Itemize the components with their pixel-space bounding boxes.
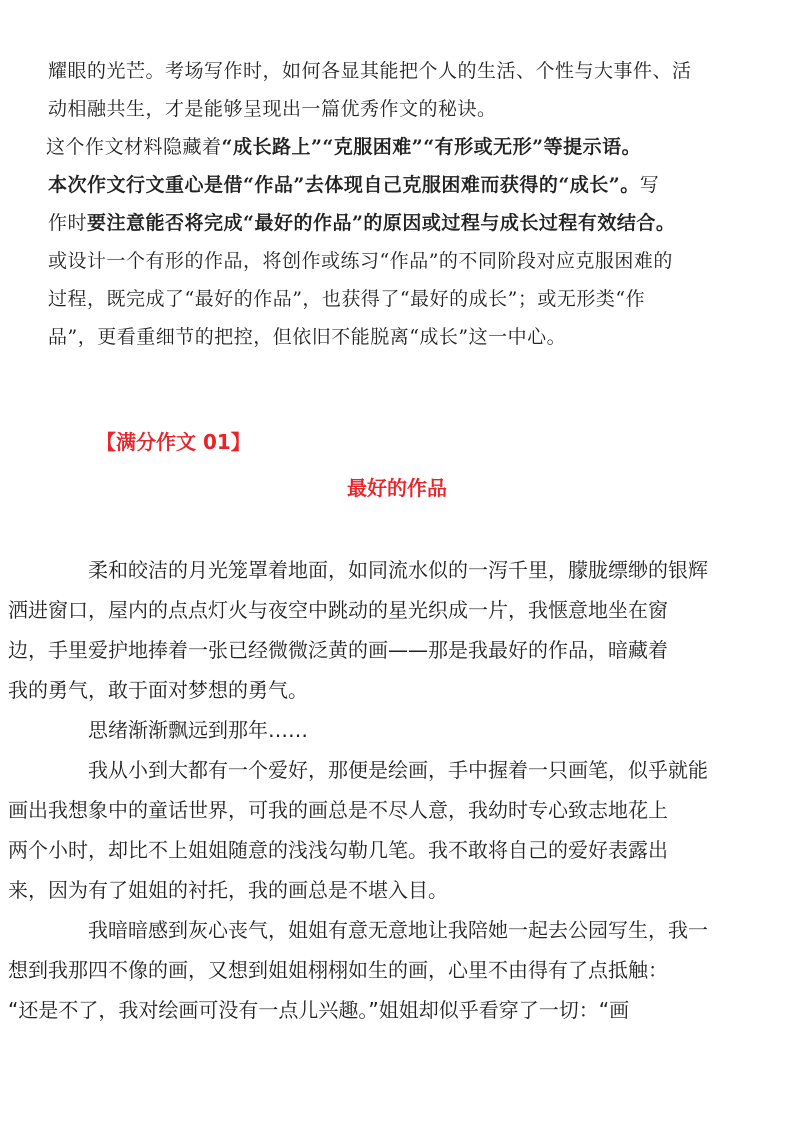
paragraph	[8, 750, 748, 910]
text-line	[48, 242, 748, 280]
text-span: 我从小到大都有一个爱好，那便是绘画，手中握着一只画笔，似乎就能	[88, 758, 708, 782]
paragraph	[48, 710, 748, 750]
text-span: 两个小时，却比不上姐姐随意的浅浅勾勒几笔。我不敢将自己的爱好表露出	[8, 838, 668, 862]
text-line	[46, 128, 748, 166]
text-line	[48, 204, 748, 242]
text-span: 画出我想象中的童话世界，可我的画总是不尽人意，我幼时专心致志地花上	[8, 798, 668, 822]
text-span: 我的勇气，敢于面对梦想的勇气。	[8, 678, 308, 702]
text-span: 柔和皎洁的月光笼罩着地面，如同流水似的一泻千里，朦胧缥缈的银辉	[88, 558, 708, 582]
text-span: 这个作文材料隐藏着	[46, 136, 222, 158]
text-span: 品”，更看重细节的把控，但依旧不能脱离“成长”这一中心。	[48, 326, 567, 348]
text-line	[48, 166, 748, 204]
text-span: 作时	[48, 212, 88, 234]
bold-phrase: 要注意能否将完成“最好的作品”的原因或过程与成长过程有效结合。	[87, 212, 676, 234]
essay-title: 最好的作品	[347, 476, 447, 500]
text-span: 我暗暗感到灰心丧气，姐姐有意无意地让我陪她一起去公园写生，我一	[88, 918, 708, 942]
text-span: 或设计一个有形的作品，将创作或练习“作品”的不同阶段对应克服困难的	[48, 250, 673, 272]
essay-body	[8, 550, 748, 1030]
essay-label: 【满分作文 01】	[96, 430, 251, 454]
text-line	[48, 280, 748, 318]
text-span: 来，因为有了姐姐的衬托，我的画总是不堪入目。	[8, 878, 448, 902]
text-span: 思绪渐渐飘远到那年……	[88, 718, 308, 742]
bold-phrase: 本次作文行文重心是借“作品”去体现自己克服困难而获得的“成长”。	[48, 174, 640, 196]
paragraph	[8, 910, 748, 1030]
text-span: 动相融共生，才是能够呈现出一篇优秀作文的秘诀。	[48, 98, 497, 120]
text-span: 写	[639, 174, 660, 196]
text-span: 洒进窗口，屋内的点点灯火与夜空中跳动的星光织成一片，我惬意地坐在窗	[8, 598, 668, 622]
text-line	[48, 52, 748, 90]
text-span: 边，手里爱护地捧着一张已经微微泛黄的画——那是我最好的作品，暗藏着	[8, 638, 668, 662]
text-span: 想到我那四不像的画，又想到姐姐栩栩如生的画，心里不由得有了点抵触：	[8, 958, 668, 982]
text-span: 过程，既完成了“最好的作品”，也获得了“最好的成长”；或无形类“作	[48, 288, 646, 310]
bold-phrase: “成长路上”“克服困难”“有形或无形”	[221, 136, 544, 158]
text-line	[48, 318, 748, 356]
bold-phrase: 等提示语。	[543, 136, 642, 158]
text-span: “还是不了，我对绘画可没有一点儿兴趣。”姐姐却似乎看穿了一切：“画	[8, 998, 630, 1022]
text-line	[48, 90, 748, 128]
text-span: 耀眼的光芒。考场写作时，如何各显其能把个人的生活、个性与大事件、活	[48, 60, 692, 82]
paragraph	[8, 550, 748, 710]
analysis-text	[48, 52, 748, 356]
